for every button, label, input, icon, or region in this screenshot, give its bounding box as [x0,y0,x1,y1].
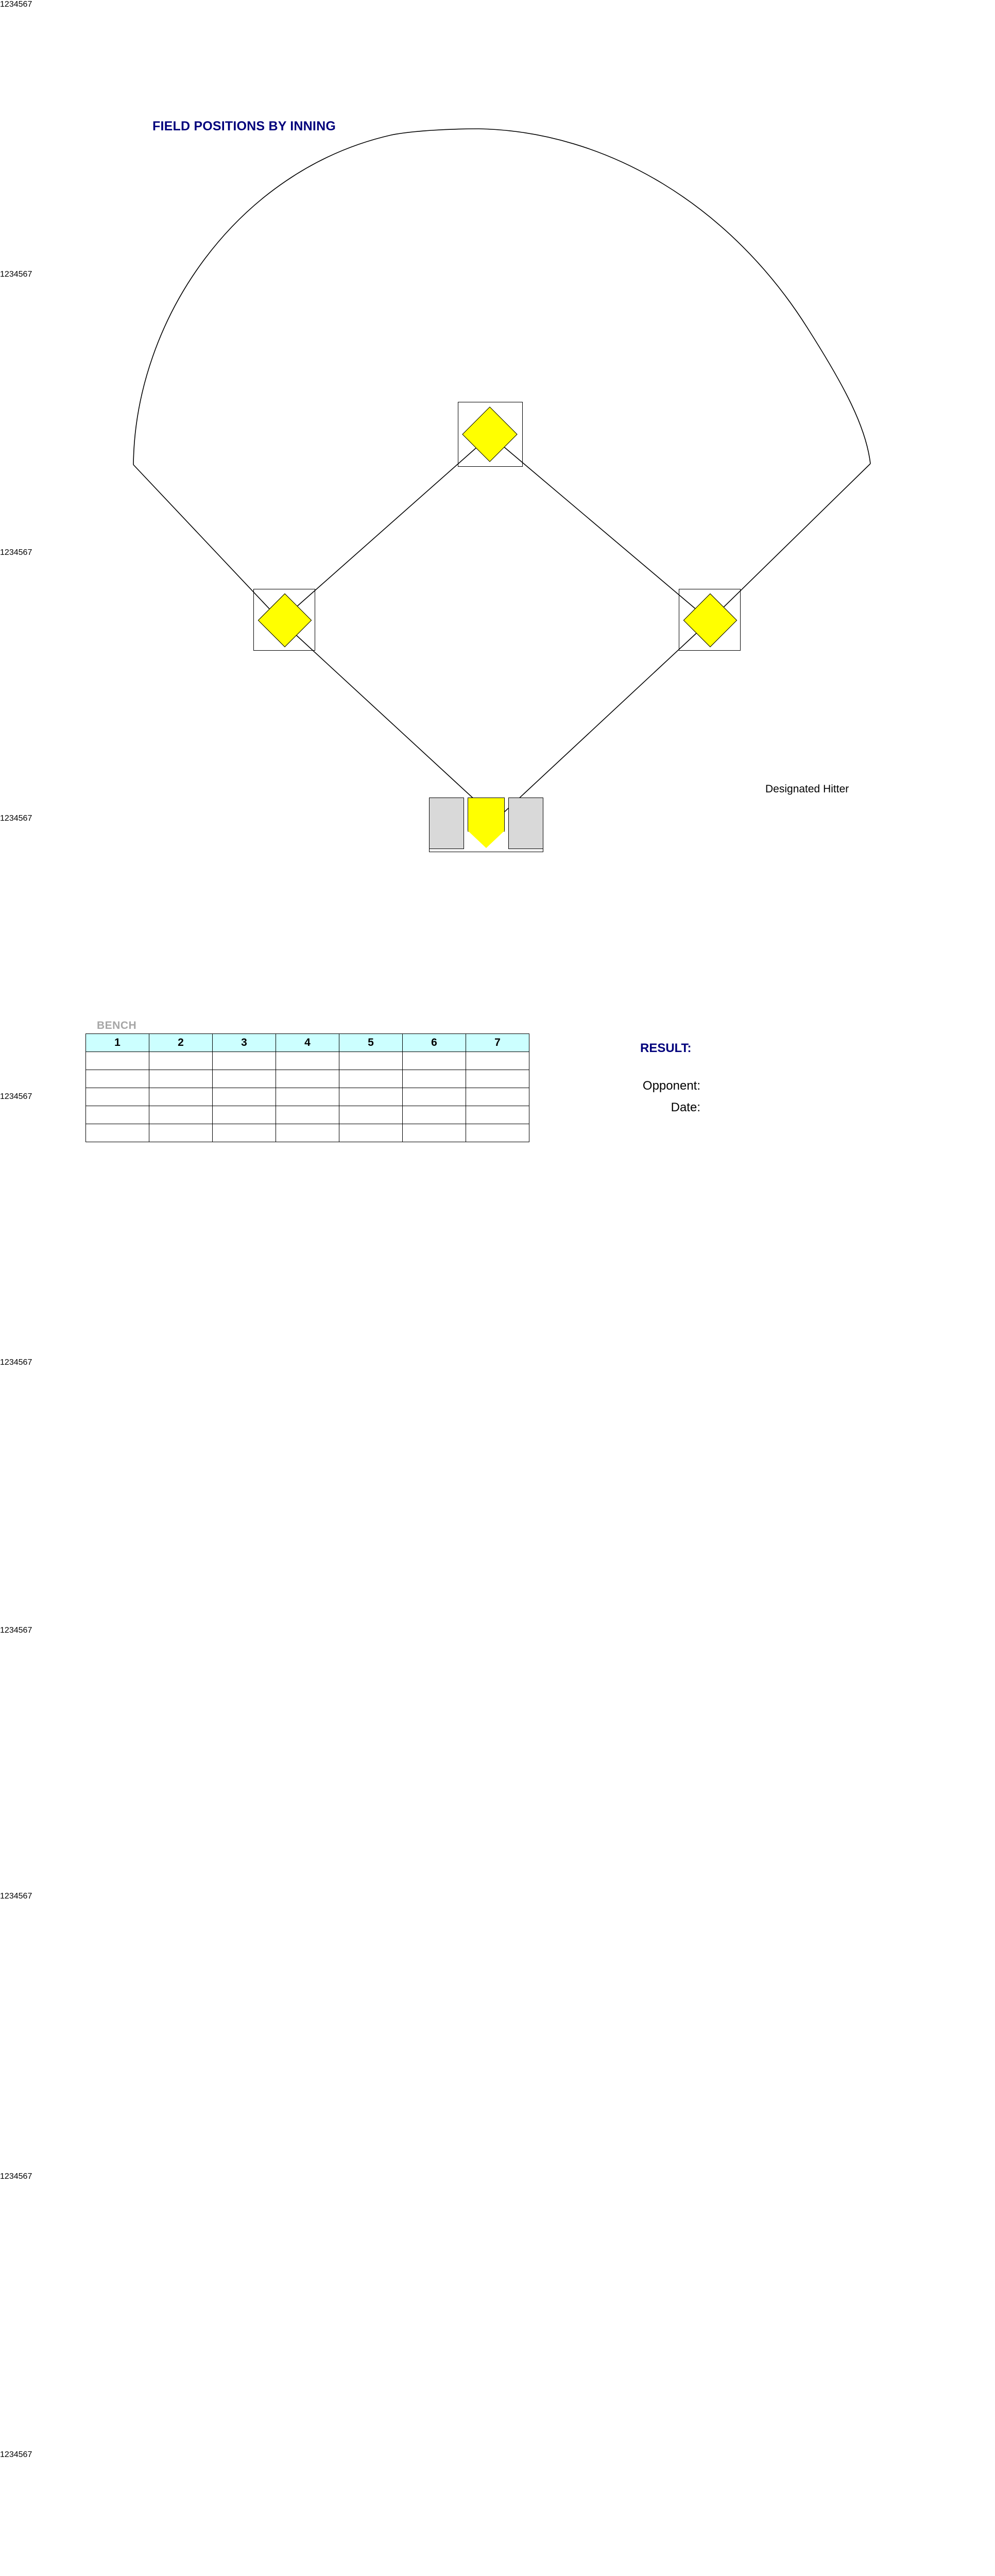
inning-number: 6 [23,270,28,279]
inning-number: 4 [13,2450,19,2459]
bench-column-header: 2 [149,1034,213,1052]
home-plate-outline [429,798,543,852]
bench-table[interactable] [85,1033,529,1142]
designated-hitter-positions-caption: Designated Hitter [765,783,849,795]
inning-number: 7 [27,0,32,9]
inning-number: 6 [23,814,28,823]
inning-number: 7 [27,2172,32,2181]
inning-number: 2 [4,814,9,823]
inning-number: 7 [27,1092,32,1101]
inning-number: 6 [23,548,28,557]
bench-cell[interactable] [466,1052,529,1070]
inning-number: 3 [9,270,14,279]
bench-cell[interactable] [86,1070,149,1088]
inning-number: 1 [0,1626,5,1635]
bench-cell[interactable] [339,1070,403,1088]
inning-number: 7 [27,1358,32,1367]
bench-cell[interactable] [276,1088,339,1106]
inning-number: 5 [18,2172,23,2181]
inning-number: 3 [9,2172,14,2181]
bench-row [86,1052,529,1070]
bench-cell[interactable] [403,1070,466,1088]
bench-column-header: 6 [403,1034,466,1052]
inning-number: 4 [13,2172,19,2181]
bench-cell[interactable] [149,1106,213,1124]
inning-number: 4 [13,1358,19,1367]
inning-number: 6 [23,2450,28,2459]
inning-number: 5 [18,548,23,557]
inning-number: 2 [4,0,9,9]
inning-number: 1 [0,548,5,557]
bench-cell[interactable] [213,1106,276,1124]
inning-number: 4 [13,0,19,9]
center-field-positions-inning-numbers [0,0,995,135]
result-label: RESULT: [640,1041,692,1055]
inning-number: 2 [4,2172,9,2181]
inning-number: 2 [4,1092,9,1101]
bench-row [86,1070,529,1088]
inning-number: 3 [9,1626,14,1635]
inning-number: 5 [18,2450,23,2459]
inning-number: 4 [13,1092,19,1101]
inning-number: 1 [0,1892,5,1901]
bench-cell[interactable] [276,1052,339,1070]
inning-number: 6 [23,2172,28,2181]
inning-number: 3 [9,1358,14,1367]
right-field-positions-inning-numbers [0,548,995,681]
inning-number: 2 [4,1358,9,1367]
inning-number: 1 [0,2172,5,2181]
inning-number: 3 [9,0,14,9]
bench-cell[interactable] [403,1088,466,1106]
right-field-positions-grid[interactable] [0,681,135,814]
inning-number: 3 [9,1092,14,1101]
inning-number: 6 [23,1626,28,1635]
date-label: Date: [671,1100,700,1114]
bench-column-header: 7 [466,1034,529,1052]
inning-number: 1 [0,1092,5,1101]
catcher-positions-grid[interactable] [0,2311,133,2450]
inning-number: 5 [18,1092,23,1101]
third-base-positions-inning-numbers [0,1358,995,1492]
bench-column-header: 1 [86,1034,149,1052]
inning-number: 2 [4,270,9,279]
opponent-label: Opponent: [642,1079,700,1093]
inning-number: 4 [13,1626,19,1635]
bench-row [86,1124,529,1142]
bench-cell[interactable] [86,1052,149,1070]
bench-cell[interactable] [149,1124,213,1142]
inning-number: 7 [27,548,32,557]
bench-cell[interactable] [149,1070,213,1088]
inning-number: 7 [27,270,32,279]
bench-cell[interactable] [213,1124,276,1142]
inning-number: 1 [0,1358,5,1367]
inning-number: 5 [18,270,23,279]
bench-label: BENCH [97,1020,137,1031]
bench-cell[interactable] [276,1106,339,1124]
bench-cell[interactable] [149,1088,213,1106]
inning-number: 5 [18,814,23,823]
inning-number: 5 [18,1626,23,1635]
inning-number: 5 [18,1358,23,1367]
bench-cell[interactable] [86,1106,149,1124]
bench-cell[interactable] [276,1124,339,1142]
designated-hitter-positions-inning-numbers [0,2450,995,2576]
bench-cell[interactable] [86,1124,149,1142]
inning-number: 1 [0,2450,5,2459]
inning-number: 3 [9,1892,14,1901]
inning-number: 7 [27,2450,32,2459]
bench-cell[interactable] [466,1124,529,1142]
inning-number: 3 [9,814,14,823]
bench-cell[interactable] [403,1106,466,1124]
inning-number: 4 [13,1892,19,1901]
bench-cell[interactable] [403,1052,466,1070]
bench-cell[interactable] [339,1106,403,1124]
bench-column-header: 3 [213,1034,276,1052]
bench-cell[interactable] [213,1052,276,1070]
bench-cell[interactable] [213,1070,276,1088]
bench-cell[interactable] [403,1124,466,1142]
inning-number: 6 [23,1092,28,1101]
bench-header-row [86,1034,529,1052]
inning-number: 2 [4,1626,9,1635]
bench-cell[interactable] [339,1124,403,1142]
bench-row [86,1088,529,1106]
inning-number: 5 [18,1892,23,1901]
first-base-positions-grid[interactable] [0,1759,131,1892]
page-title: FIELD POSITIONS BY INNING [152,119,336,133]
inning-number: 6 [23,1892,28,1901]
inning-number: 3 [9,2450,14,2459]
first-base-positions-inning-numbers [0,1626,995,1759]
inning-number: 1 [0,270,5,279]
inning-number: 7 [27,814,32,823]
inning-number: 2 [4,2450,9,2459]
inning-number: 6 [23,1358,28,1367]
inning-number: 7 [27,1892,32,1901]
bench-row [86,1106,529,1124]
bench-cell[interactable] [149,1052,213,1070]
inning-number: 1 [0,814,5,823]
pitcher-positions-inning-numbers [0,1892,995,2032]
center-field-positions-grid[interactable] [0,135,135,270]
left-field-positions-grid[interactable] [0,409,131,548]
left-field-positions-inning-numbers [0,270,995,409]
bench-cell[interactable] [213,1088,276,1106]
second-base-positions-grid[interactable] [0,1225,129,1358]
inning-number: 4 [13,548,19,557]
inning-number: 3 [9,548,14,557]
bench-cell[interactable] [276,1070,339,1088]
pitcher-positions-grid[interactable] [0,2032,133,2172]
bench-column-header: 5 [339,1034,403,1052]
catcher-positions-inning-numbers [0,2172,995,2311]
inning-number: 5 [18,0,23,9]
bench-column-header: 4 [276,1034,339,1052]
inning-number: 1 [0,0,5,9]
inning-number: 4 [13,814,19,823]
bench-cell[interactable] [86,1088,149,1106]
third-base-positions-grid[interactable] [0,1492,129,1626]
inning-number: 2 [4,548,9,557]
bench-cell[interactable] [339,1052,403,1070]
inning-number: 2 [4,1892,9,1901]
inning-number: 4 [13,270,19,279]
inning-number: 7 [27,1626,32,1635]
inning-number: 6 [23,0,28,9]
bench-cell[interactable] [339,1088,403,1106]
